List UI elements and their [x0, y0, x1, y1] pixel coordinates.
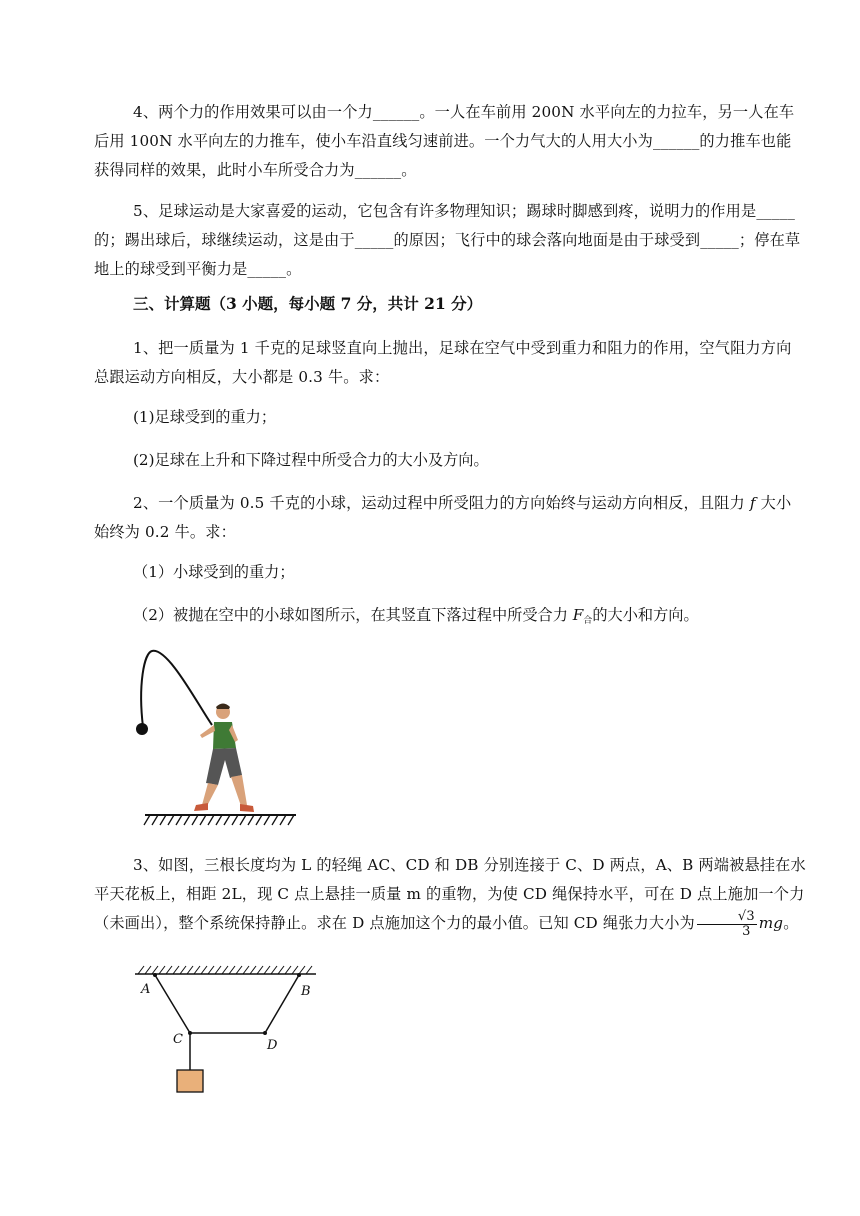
calc-question-3-text: 3、如图，三根长度均为 L 的轻绳 AC、CD 和 DB 分别连接于 C、D 两点，A、B 两端被悬挂在水平天花板上，相距 2L，现 C 点上悬挂一质量 m 的重物，为使 CD 绳保持水平，可在 D 点上施加一个力（未画出），整个系统保持静止。求在 D 点施加这个力的最小值。已知 CD 绳张力大小为	[94, 856, 806, 932]
rope-AC	[155, 975, 190, 1033]
point-B	[297, 973, 301, 977]
fraction-numerator: √3	[697, 910, 757, 925]
calc-question-2-text-b: 大小始终为 0.2 牛。求：	[94, 494, 792, 541]
calc-question-3	[94, 851, 806, 939]
question-5: 5、足球运动是大家喜爱的运动，它包含有许多物理知识；踢球时脚感到疼，说明力的作用是_____的；踢出球后，球继续运动，这是由于_____的原因；飞行中的球会落向地面是由于球受到_____；停在草地上的球受到平衡力是_____。	[94, 202, 801, 278]
calc-question-2-part-2-text-a: （2）被抛在空中的小球如图所示，在其竖直下落过程中所受合力	[133, 606, 573, 624]
symbol-F-subscript: 合	[583, 616, 593, 626]
label-A: A	[141, 982, 151, 997]
fraction-denominator: 3	[742, 923, 751, 939]
person-shoe-right	[240, 804, 254, 812]
fraction-sqrt3-over-3	[697, 910, 757, 939]
calc-question-2-text-a: 2、一个质量为 0.5 千克的小球，运动过程中所受阻力的方向始终与运动方向相反，且阻力	[133, 494, 750, 512]
label-C: C	[173, 1032, 183, 1047]
weight-block	[177, 1070, 203, 1092]
calc-question-1-part-2: (2)足球在上升和下降过程中所受合力的大小及方向。	[133, 451, 489, 469]
ground-hatching	[144, 815, 294, 825]
person-leg-right	[231, 775, 247, 806]
calc-question-3-end: 。	[783, 914, 799, 932]
calc-question-2-part-2	[133, 601, 699, 636]
label-D: D	[267, 1038, 278, 1053]
point-D	[263, 1031, 267, 1035]
point-A	[153, 973, 157, 977]
symbol-F: F	[572, 606, 584, 624]
figure-rope-system	[130, 962, 320, 1097]
person-shoe-left	[194, 803, 208, 811]
point-C	[188, 1031, 192, 1035]
rope-line	[141, 651, 212, 727]
person-hair	[216, 704, 230, 710]
label-B: B	[301, 984, 311, 999]
calc-question-1-part-1: (1)足球受到的重力；	[133, 408, 277, 426]
rope-DB	[265, 975, 299, 1033]
ball	[136, 723, 148, 735]
section-heading-calculation: 三、计算题（3 小题，每小题 7 分，共计 21 分）	[133, 294, 483, 313]
symbol-mg: mg	[758, 914, 784, 932]
calc-question-2	[94, 489, 806, 547]
figure-ball-swing	[130, 645, 305, 830]
calc-question-2-part-2-text-b: 的大小和方向。	[592, 606, 699, 624]
symbol-f: f	[749, 494, 756, 512]
calc-question-1: 1、把一质量为 1 千克的足球竖直向上抛出，足球在空气中受到重力和阻力的作用，空气阻力方向总跟运动方向相反，大小都是 0.3 牛。求：	[94, 339, 792, 386]
person-arm-left	[200, 725, 215, 738]
ceiling-hatching	[138, 966, 312, 974]
question-4: 4、两个力的作用效果可以由一个力______。一人在车前用 200N 水平向左的力拉车，另一人在车后用 100N 水平向左的力推车，使小车沿直线匀速前进。一个力气大的人用大小为______的力推车也能获得同样的效果，此时小车所受合力为______。	[94, 103, 795, 179]
calc-question-2-part-1: （1）小球受到的重力；	[133, 563, 295, 581]
person-leg-left	[202, 783, 218, 806]
